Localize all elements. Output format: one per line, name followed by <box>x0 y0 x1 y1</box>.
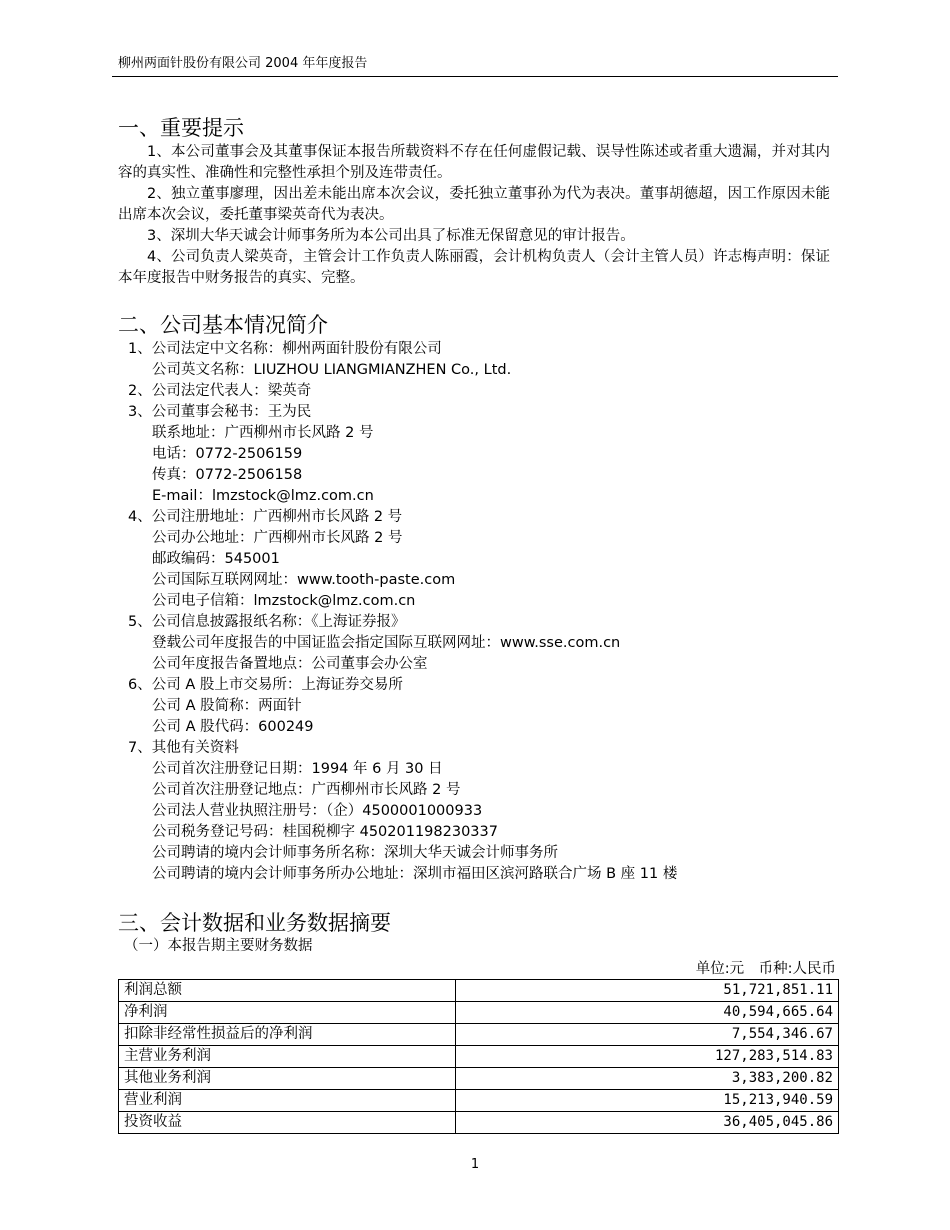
table-row <box>119 1112 839 1134</box>
section1-paragraph-4: 4、公司负责人梁英奇，主管会计工作负责人陈丽霞，会计机构负责人（会计主管人员）许志梅声明：保证本年度报告中财务报告的真实、完整。 <box>118 249 830 286</box>
row-value: 40,594,665.64 <box>456 1002 839 1024</box>
header-divider <box>112 76 838 77</box>
section1-paragraph-2: 2、独立董事廖理，因出差未能出席本次会议，委托独立董事孙为代为表决。董事胡德超，因工作原因未能出席本次会议，委托董事梁英奇代为表决。 <box>118 186 830 223</box>
row-label: 净利润 <box>119 1002 456 1024</box>
info-line: 公司税务登记号码：桂国税柳字 450201198230337 <box>152 824 498 840</box>
section1-paragraph-3: 3、深圳大华天诚会计师事务所为本公司出具了标准无保留意见的审计报告。 <box>147 228 635 244</box>
row-value: 36,405,045.86 <box>456 1112 839 1134</box>
table-row <box>119 980 839 1002</box>
section2-title: 二、公司基本情况简介 <box>118 313 328 337</box>
section3-subtitle: （一）本报告期主要财务数据 <box>124 938 313 954</box>
row-label: 其他业务利润 <box>119 1068 456 1090</box>
table-row <box>119 1024 839 1046</box>
row-value: 7,554,346.67 <box>456 1024 839 1046</box>
section1-paragraph-1: 1、本公司董事会及其董事保证本报告所载资料不存在任何虚假记载、误导性陈述或者重大遗漏，并对其内容的真实性、准确性和完整性承担个别及连带责任。 <box>118 144 830 181</box>
section3-title: 三、会计数据和业务数据摘要 <box>118 911 391 935</box>
info-line: 7、其他有关资料 <box>128 740 239 756</box>
info-line: 公司年度报告备置地点：公司董事会办公室 <box>152 656 428 672</box>
row-value: 3,383,200.82 <box>456 1068 839 1090</box>
info-line: 公司英文名称：LIUZHOU LIANGMIANZHEN Co., Ltd. <box>152 362 512 378</box>
info-line: 公司 A 股代码：600249 <box>152 719 314 735</box>
row-label: 投资收益 <box>119 1112 456 1134</box>
info-line: 公司首次注册登记日期：1994 年 6 月 30 日 <box>152 761 443 777</box>
info-line: 公司 A 股简称：两面针 <box>152 698 302 714</box>
row-value: 15,213,940.59 <box>456 1090 839 1112</box>
info-line: 公司聘请的境内会计师事务所办公地址：深圳市福田区滨河路联合广场 B 座 11 楼 <box>152 866 678 882</box>
email-line: 公司电子信箱：lmzstock@lmz.com.cn <box>152 593 416 609</box>
info-line: 邮政编码：545001 <box>152 551 280 567</box>
info-line: 5、公司信息披露报纸名称：《上海证券报》 <box>128 614 406 630</box>
website-line: 公司国际互联网网址：www.tooth-paste.com <box>152 572 456 588</box>
info-line: 电话：0772-2506159 <box>152 446 303 462</box>
info-line: 公司首次注册登记地点：广西柳州市长风路 2 号 <box>152 782 461 798</box>
header-title: 柳州两面针股份有限公司 2004 年年度报告 <box>118 56 368 71</box>
row-label: 主营业务利润 <box>119 1046 456 1068</box>
info-line: 传真：0772-2506158 <box>152 467 303 483</box>
row-label: 扣除非经常性损益后的净利润 <box>119 1024 456 1046</box>
table-row <box>119 1002 839 1024</box>
website-line: 登载公司年度报告的中国证监会指定国际互联网网址：www.sse.com.cn <box>152 635 621 651</box>
info-line: 4、公司注册地址：广西柳州市长风路 2 号 <box>128 509 403 525</box>
row-value: 127,283,514.83 <box>456 1046 839 1068</box>
row-value: 51,721,851.11 <box>456 980 839 1002</box>
row-label: 营业利润 <box>119 1090 456 1112</box>
page-number: 1 <box>470 1157 480 1172</box>
info-line: 3、公司董事会秘书：王为民 <box>128 404 312 420</box>
financial-data-table <box>118 979 839 1134</box>
table-row <box>119 1090 839 1112</box>
row-label: 利润总额 <box>119 980 456 1002</box>
info-line: 6、公司 A 股上市交易所：上海证券交易所 <box>128 677 403 693</box>
email-line: E-mail：lmzstock@lmz.com.cn <box>152 488 374 504</box>
section1-title: 一、重要提示 <box>118 116 244 140</box>
table-row <box>119 1068 839 1090</box>
info-line: 公司法人营业执照注册号：（企）4500001000933 <box>152 803 483 819</box>
table-row <box>119 1046 839 1068</box>
currency-unit: 单位:元 币种:人民币 <box>695 961 836 977</box>
info-line: 公司办公地址：广西柳州市长风路 2 号 <box>152 530 403 546</box>
info-line: 公司聘请的境内会计师事务所名称：深圳大华天诚会计师事务所 <box>152 845 558 861</box>
info-line: 联系地址：广西柳州市长风路 2 号 <box>152 425 374 441</box>
info-line: 1、公司法定中文名称：柳州两面针股份有限公司 <box>128 341 442 357</box>
info-line: 2、公司法定代表人：梁英奇 <box>128 383 312 399</box>
